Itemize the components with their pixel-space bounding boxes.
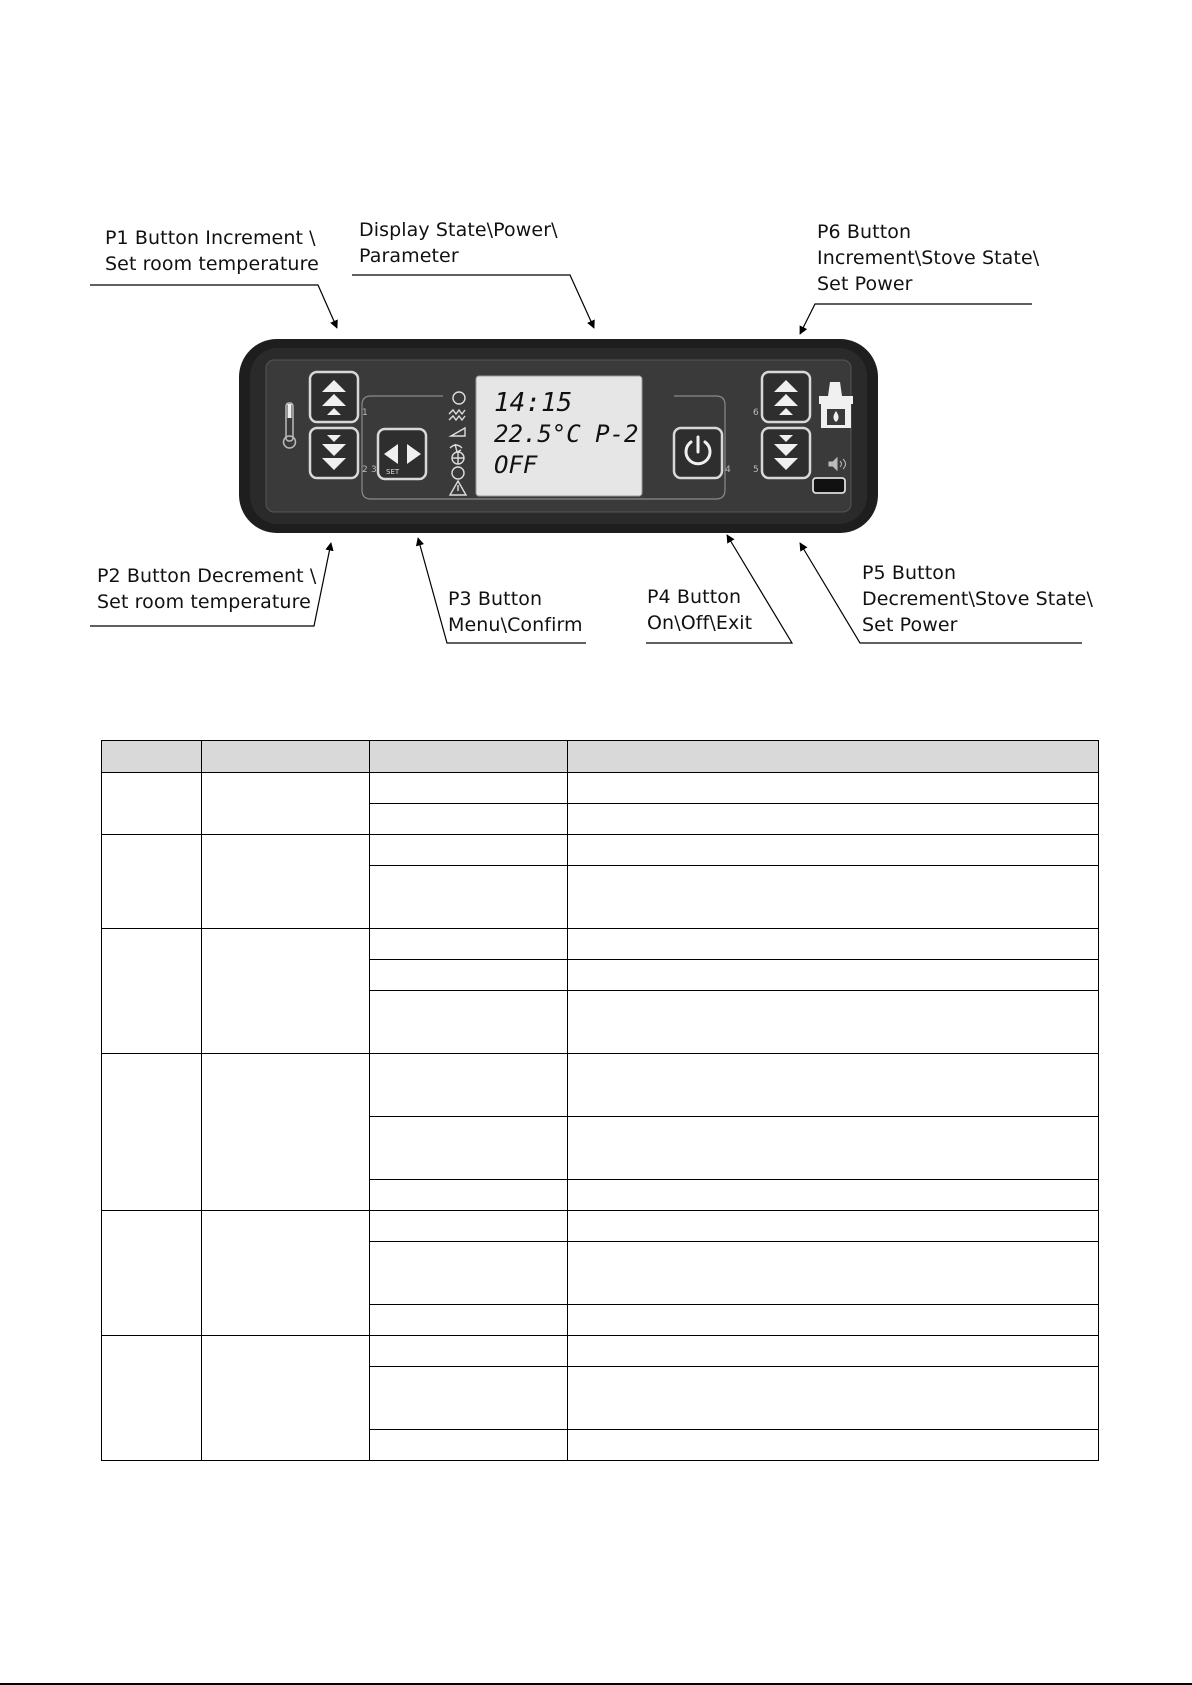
table-cell-function (202, 929, 370, 1054)
table-cell-function (202, 1336, 370, 1461)
table-cell-state (370, 1180, 568, 1211)
table-header-cell (202, 741, 370, 773)
table-header-cell (102, 741, 202, 773)
table-cell-description (568, 1242, 1099, 1305)
p2-callout: P2 Button Decrement \ Set room temperature (97, 565, 317, 613)
p1-leader (90, 285, 337, 328)
table-cell-description (568, 1117, 1099, 1180)
table-cell-function (202, 1211, 370, 1336)
table-header-row (102, 741, 1099, 773)
lcd-line-2: 22.5°C P-2 (494, 420, 639, 448)
table-cell-button (102, 929, 202, 1054)
table-cell-state (370, 1242, 568, 1305)
table-row (102, 1336, 1099, 1367)
p6-callout: P6 Button Increment\Stove State\ Set Power (817, 221, 1040, 295)
table-cell-description (568, 1305, 1099, 1336)
table-row (102, 773, 1099, 804)
table-cell-description (568, 773, 1099, 804)
ir-receiver-window (813, 478, 845, 493)
table-cell-description (568, 1180, 1099, 1211)
table-cell-description (568, 835, 1099, 866)
table-row (102, 1054, 1099, 1117)
table-cell-state (370, 1367, 568, 1430)
p6-up-button (762, 372, 810, 422)
button-number-1: 1 (362, 408, 368, 418)
p3-set-button (378, 429, 426, 479)
table-cell-state (370, 835, 568, 866)
table-cell-state (370, 929, 568, 960)
table-cell-function (202, 1054, 370, 1211)
button-number-2: 2 (362, 465, 368, 475)
table-cell-state (370, 991, 568, 1054)
table-row (102, 929, 1099, 960)
table-cell-description (568, 991, 1099, 1054)
table-cell-state (370, 773, 568, 804)
lcd-line-1: 14:15 (494, 388, 573, 418)
table-cell-description (568, 1367, 1099, 1430)
table-cell-state (370, 960, 568, 991)
table-cell-description (568, 1054, 1099, 1117)
p4-leader (646, 535, 792, 643)
p1-up-button (310, 372, 358, 422)
table-cell-state (370, 1211, 568, 1242)
table-cell-description (568, 929, 1099, 960)
table-cell-state (370, 1054, 568, 1117)
button-number-5: 5 (753, 465, 759, 475)
table-header-cell (568, 741, 1099, 773)
table-cell-description (568, 960, 1099, 991)
p2-leader (90, 543, 331, 626)
table-row (102, 1211, 1099, 1242)
display-leader (352, 275, 594, 328)
table-cell-description (568, 1336, 1099, 1367)
table-cell-state (370, 866, 568, 929)
button-number-6: 6 (753, 408, 759, 418)
table-cell-function (202, 773, 370, 835)
p3-callout: P3 Button Menu\Confirm (448, 588, 583, 636)
display-callout: Display State\Power\ Parameter (359, 219, 558, 267)
p4-power-button (674, 428, 722, 478)
table-cell-description (568, 804, 1099, 835)
table-header-cell (370, 741, 568, 773)
table-cell-description (568, 1430, 1099, 1461)
table-cell-button (102, 773, 202, 835)
table-cell-function (202, 835, 370, 929)
p1-callout: P1 Button Increment \ Set room temperature (105, 227, 319, 275)
table-body (102, 773, 1099, 1461)
p5-down-button (762, 428, 810, 478)
table-cell-button (102, 1211, 202, 1336)
set-label: SET (386, 468, 400, 476)
table-cell-button (102, 1054, 202, 1211)
table-row (102, 835, 1099, 866)
button-number-4: 4 (725, 465, 731, 475)
control-panel (236, 336, 881, 536)
table-cell-state (370, 1305, 568, 1336)
p3-leader (418, 538, 586, 643)
button-function-table (101, 740, 1099, 1461)
button-number-3: 3 (371, 465, 377, 475)
table-cell-button (102, 1336, 202, 1461)
table-cell-description (568, 866, 1099, 929)
table-cell-state (370, 1336, 568, 1367)
table-cell-state (370, 1430, 568, 1461)
p5-callout: P5 Button Decrement\Stove State\ Set Power (862, 562, 1093, 636)
p6-leader (800, 304, 1032, 334)
table-cell-description (568, 1211, 1099, 1242)
p5-leader (800, 543, 1082, 643)
table-cell-state (370, 1117, 568, 1180)
p2-down-button (310, 428, 358, 478)
p4-callout: P4 Button On\Off\Exit (647, 586, 753, 634)
table-cell-state (370, 804, 568, 835)
lcd-line-3: OFF (494, 451, 538, 479)
table-cell-button (102, 835, 202, 929)
